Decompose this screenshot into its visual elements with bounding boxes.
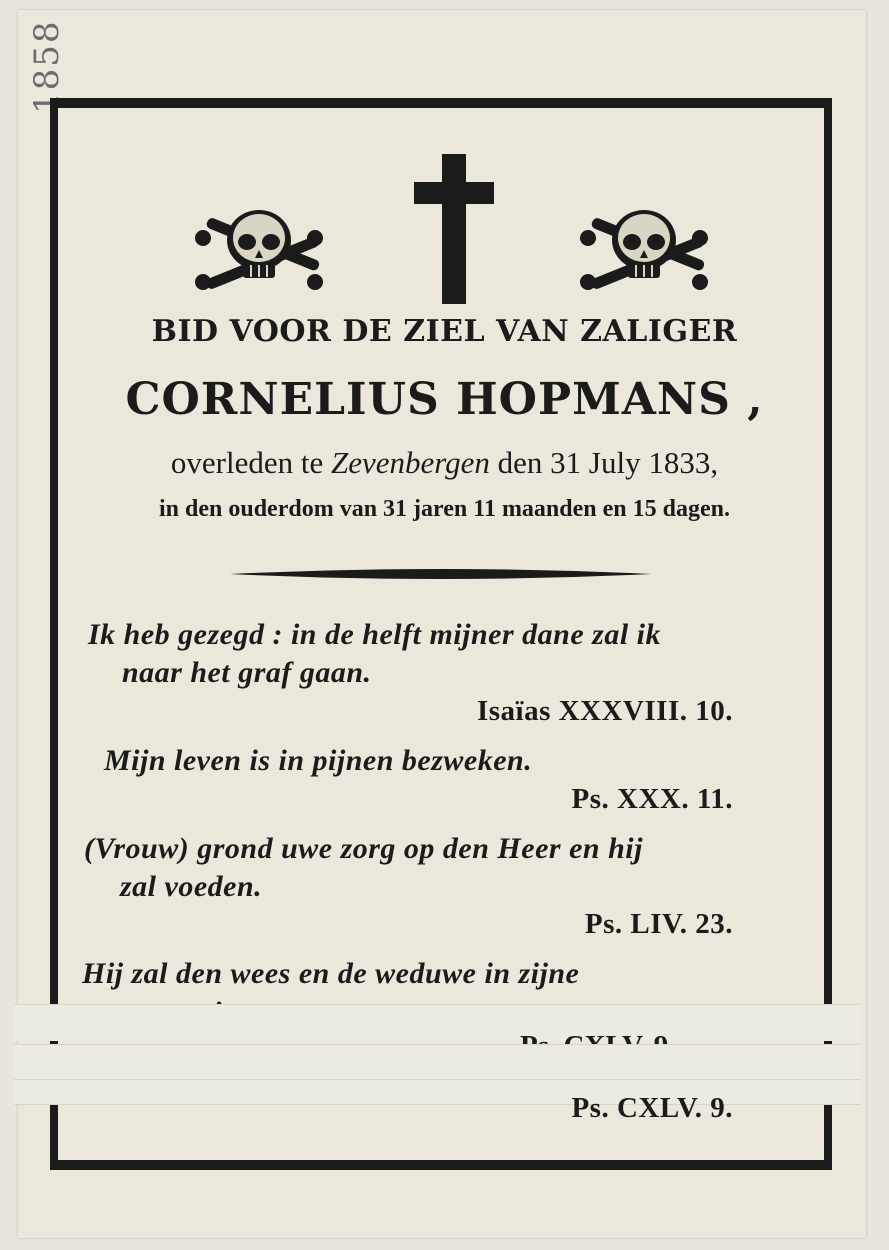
death-place: Zevenbergen (330, 445, 490, 480)
verse-line: naar het graf gaan. (122, 656, 372, 689)
paper-fold (14, 1044, 860, 1080)
prayer-heading: BID VOOR DE ZIEL VAN ZALIGER (151, 314, 738, 349)
death-suffix: den 31 July 1833, (489, 445, 719, 480)
verse-line: Hij zal den wees en de weduwe in zijne (82, 957, 580, 990)
verse-reference: Ps. XXX. 11. (571, 783, 733, 815)
death-line (0, 445, 889, 481)
ornamental-divider (230, 566, 652, 582)
death-prefix: overleden te (170, 445, 331, 480)
verse-reference: Isaïas XXXVIII. 10. (476, 695, 733, 727)
skull-crossbones-icon (195, 208, 323, 300)
paper-fold (14, 1080, 860, 1105)
age-line: in den ouderdom van 31 jaren 11 maanden en 15 dagen. (159, 496, 730, 522)
skull-crossbones-icon (580, 208, 708, 300)
emblem-row (0, 150, 889, 310)
verse-line: Mijn leven is in pijnen bezweken. (104, 744, 533, 777)
folded-reference-fragment (520, 1026, 740, 1044)
verse-line: (Vrouw) grond uwe zorg op den Heer en hij (84, 832, 643, 865)
verse-reference: Ps. LIV. 23. (584, 908, 733, 940)
handwritten-number: 1858 (27, 19, 67, 114)
verse-line: zal voeden. (120, 870, 263, 903)
deceased-name: CORNELIUS HOPMANS , (125, 374, 764, 425)
verse-reference: Ps. CXLV. 9. (571, 1092, 733, 1124)
cross-icon (414, 154, 494, 304)
verse-line: Ik heb gezegd : in de helft mijner dane zal ik (88, 618, 661, 651)
